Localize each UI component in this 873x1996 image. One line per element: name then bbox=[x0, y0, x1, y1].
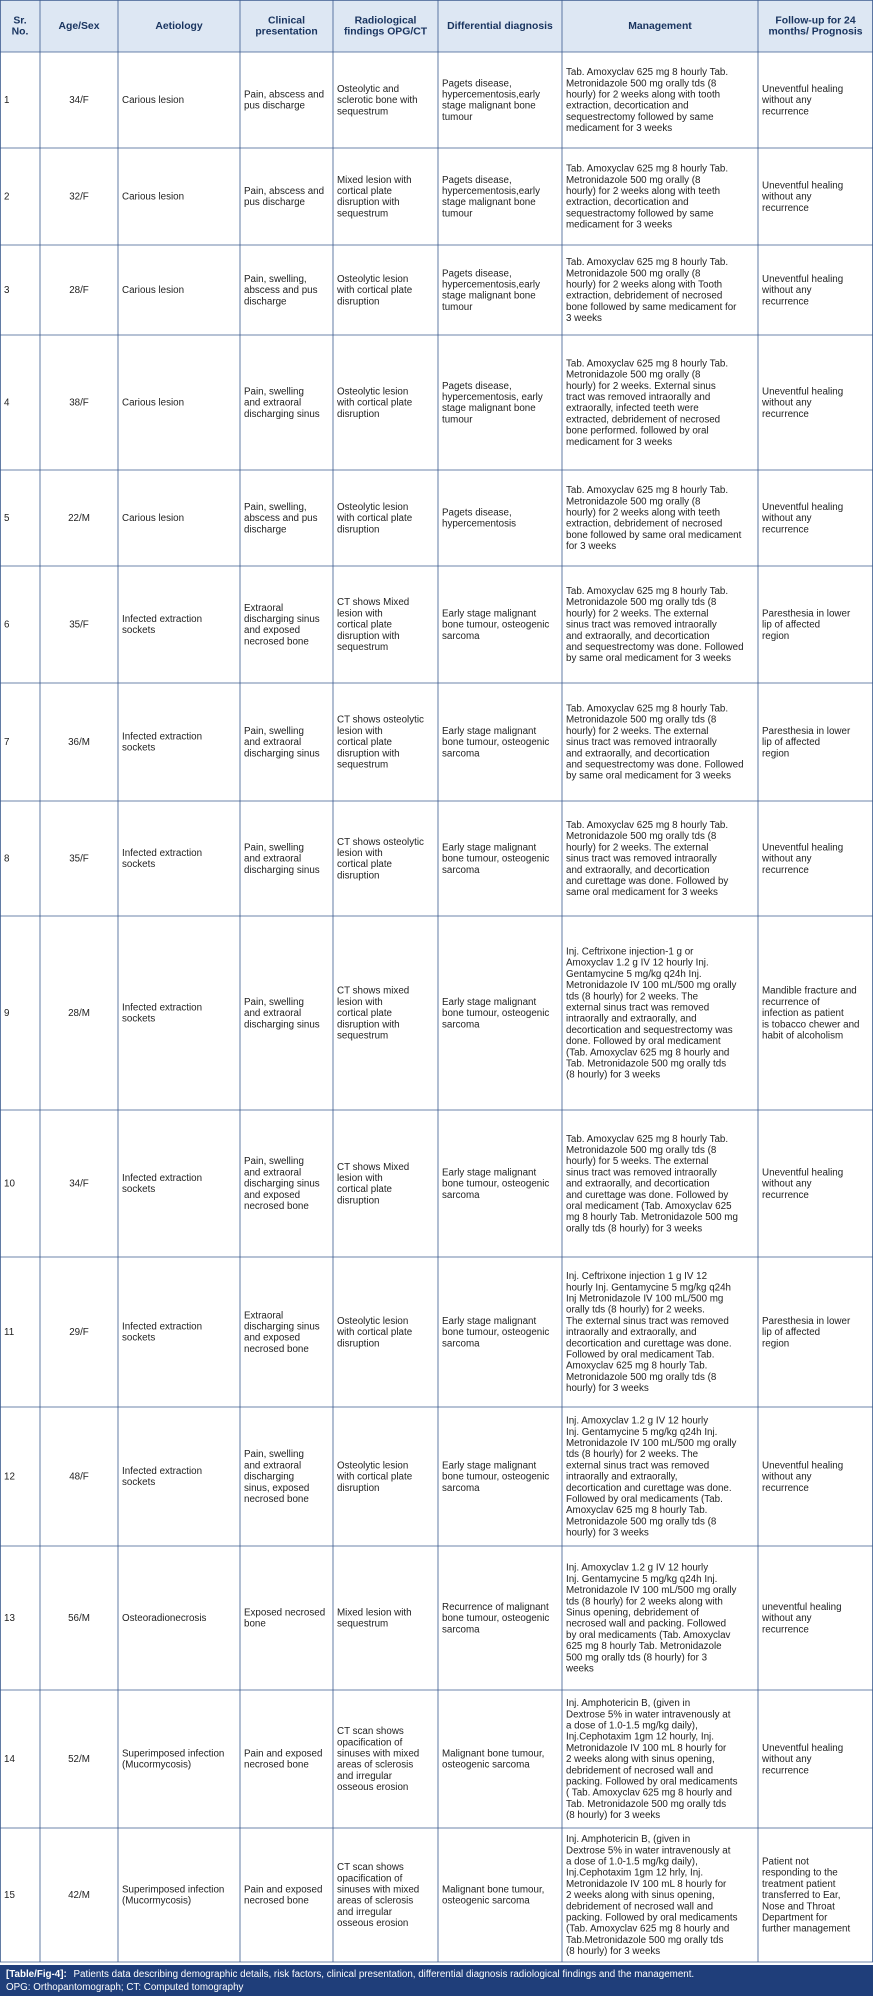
table-cell-differential-diagnosis: Pagets disease, hypercementosis,early stage malignant bone tumour bbox=[442, 174, 541, 220]
table-cell-differential-diagnosis: Early stage malignant bone tumour, osteogenic sarcoma bbox=[442, 1315, 550, 1350]
table-cell-management: Inj. Amoxyclav 1.2 g IV 12 hourly Inj. Gentamycine 5 mg/kg q24h Inj. Metronidazole IV 100 mL/500 mg orally tds (8 hourly) for 2 weeks along with Sinus opening, debridement of necrosed wall and packing. Followed by oral medicaments (Tab. Amoxyclav 625 mg 8 hourly Tab. Metronidazole 500 mg orally tds (8 hourly) for 3 weeks bbox=[566, 1562, 737, 1675]
table-cell-clinical-presentation: Pain and exposed necrosed bone bbox=[244, 1884, 323, 1907]
table-cell-sr-no: 10 bbox=[4, 1178, 15, 1190]
table-cell-differential-diagnosis: Malignant bone tumour, osteogenic sarcoma bbox=[442, 1884, 545, 1907]
table-cell-aetiology: Carious lesion bbox=[122, 513, 185, 525]
table-cell-follow-up: Uneventful healing without any recurrence bbox=[762, 1167, 844, 1201]
table-cell-radiological-findings: Mixed lesion with cortical plate disruption with sequestrum bbox=[337, 174, 412, 220]
table-cell-differential-diagnosis: Pagets disease, hypercementosis,early stage malignant bone tumour bbox=[442, 78, 541, 123]
table-cell-aetiology: Infected extraction sockets bbox=[122, 614, 203, 637]
table-cell-aetiology: Carious lesion bbox=[122, 191, 185, 203]
table-cell-radiological-findings: Osteolytic lesion with cortical plate disruption bbox=[337, 273, 413, 308]
caption-text: Patients data describing demographic details, risk factors, clinical presentation, differential diagnosis radiological findings and the management. bbox=[73, 1969, 695, 1980]
caption-abbreviations: OPG: Orthopantomograph; CT: Computed tomography bbox=[6, 1982, 244, 1993]
table-cell-sr-no: 14 bbox=[4, 1754, 15, 1766]
column-header-radiological-findings: Radiological findings OPG/CT bbox=[343, 15, 428, 38]
table-cell-clinical-presentation: Exposed necrosed bone bbox=[244, 1607, 326, 1630]
table-cell-age-sex: 28/M bbox=[68, 1008, 90, 1020]
table-cell-differential-diagnosis: Early stage malignant bone tumour, osteogenic sarcoma bbox=[442, 608, 550, 642]
table-cell-aetiology: Infected extraction sockets bbox=[122, 731, 203, 754]
table-header-background bbox=[0, 0, 873, 52]
table-cell-clinical-presentation: Pain, swelling, abscess and pus discharge bbox=[244, 501, 318, 536]
table-cell-differential-diagnosis: Early stage malignant bone tumour, osteogenic sarcoma bbox=[442, 996, 550, 1031]
table-cell-sr-no: 12 bbox=[4, 1471, 15, 1483]
table-cell-follow-up: Patient not responding to the treatment patient transferred to Ear, Nose and Throat Department for further management bbox=[762, 1856, 851, 1935]
table-cell-aetiology: Infected extraction sockets bbox=[122, 1173, 203, 1196]
table-cell-differential-diagnosis: Early stage malignant bone tumour, osteogenic sarcoma bbox=[442, 1167, 550, 1201]
column-header-sr-no: Sr. No. bbox=[11, 15, 29, 38]
table-cell-follow-up: Uneventful healing without any recurrence bbox=[762, 501, 844, 536]
table-cell-follow-up: Paresthesia in lower lip of affected region bbox=[762, 725, 851, 760]
table-cell-clinical-presentation: Pain, swelling and extraoral discharging sinus, exposed necrosed bone bbox=[244, 1449, 310, 1505]
table-cell-age-sex: 34/F bbox=[69, 95, 89, 107]
table-cell-management: Inj. Ceftrixone injection-1 g or Amoxyclav 1.2 g IV 12 hourly Inj. Gentamycine 5 mg/kg q24h Inj. Metronidazole IV 100 mL/500 mg orally tds (8 hourly) for 2 weeks. The external sinus tract was removed intraorally and extraorally, and decortication and sequestrectomy was done. Followed by oral medicament (Tab. Amoxyclav 625 mg 8 hourly and Tab. Metronidazole 500 mg orally tds (8 hourly) for 3 weeks bbox=[566, 946, 737, 1081]
table-cell-management: Inj. Amphotericin B, (given in Dextrose 5% in water intravenously at a dose of 1.0-1.5 mg/kg daily), Inj.Cephotaxim 1gm 12 hrly, Inj. Metronidazole IV 100 mL 8 hourly for 2 weeks along with sinus opening, debridement of necrosed wall and packing. Followed by oral medicaments (Tab. Amoxyclav 625 mg 8 hourly and Tab.Metronidazole 500 mg orally tds (8 hourly) for 3 weeks bbox=[566, 1834, 738, 1958]
table-cell-management: Tab. Amoxyclav 625 mg 8 hourly Tab. Metronidazole 500 mg orally (8 hourly) for 2 weeks. External sinus tract was removed intraorally and extraorally, infected teeth were extracted, debridement of necrosed bone performed. followed by oral medicament for 3 weeks bbox=[566, 358, 729, 448]
table-cell-aetiology: Infected extraction sockets bbox=[122, 1466, 203, 1489]
table-cell-sr-no: 5 bbox=[4, 513, 10, 525]
table-cell-follow-up: Paresthesia in lower lip of affected region bbox=[762, 1315, 851, 1350]
table-cell-sr-no: 15 bbox=[4, 1890, 15, 1902]
table-cell-clinical-presentation: Pain, abscess and pus discharge bbox=[244, 89, 325, 112]
table-cell-management: Inj. Ceftrixone injection 1 g IV 12 hourly Inj. Gentamycine 5 mg/kg q24h Inj Metronidazole IV 100 mL/500 mg orally tds (8 hourly) for 2 weeks. The external sinus tract was removed intraorally and extraorally, and decortication and curettage was done. Followed by oral medicament Tab. Amoxyclav 625 mg 8 hourly Tab. Metronidazole 500 mg orally tds (8 hourly) for 3 weeks bbox=[566, 1271, 732, 1395]
column-header-follow-up: Follow-up for 24 months/ Prognosis bbox=[768, 15, 863, 38]
table-cell-age-sex: 36/M bbox=[68, 737, 90, 749]
table-cell-clinical-presentation: Extraoral discharging sinus and exposed necrosed bone bbox=[244, 1310, 320, 1355]
table-cell-management: Tab. Amoxyclav 625 mg 8 hourly Tab. Metronidazole 500 mg orally tds (8 hourly) for 2 weeks. The external sinus tract was removed intraorally and extraorally, and decortication and curettage was done. Followed by same oral medicament for 3 weeks bbox=[566, 820, 729, 899]
table-cell-sr-no: 11 bbox=[4, 1327, 15, 1339]
table-cell-aetiology: Superimposed infection (Mucormycosis) bbox=[122, 1884, 225, 1907]
table-cell-radiological-findings: Osteolytic lesion with cortical plate disruption bbox=[337, 1315, 413, 1350]
table-cell-aetiology: Infected extraction sockets bbox=[122, 1321, 203, 1344]
table-cell-sr-no: 7 bbox=[4, 737, 10, 749]
table-cell-management: Inj. Amoxyclav 1.2 g IV 12 hourly Inj. Gentamycine 5 mg/kg q24h Inj. Metronidazole IV 100 mL/500 mg orally tds (8 hourly) for 2 weeks. The external sinus tract was removed intraorally and extraorally, decortication and curettage was done. Followed by oral medicaments (Tab. Amoxyclav 625 mg 8 hourly Tab. Metronidazole 500 mg orally tds (8 hourly) for 3 weeks bbox=[566, 1415, 737, 1539]
table-cell-clinical-presentation: Pain, swelling and extraoral discharging sinus bbox=[244, 842, 320, 876]
table-cell-differential-diagnosis: Malignant bone tumour, osteogenic sarcoma bbox=[442, 1748, 545, 1771]
table-cell-management: Tab. Amoxyclav 625 mg 8 hourly Tab. Metronidazole 500 mg orally tds (8 hourly) for 5 weeks. The external sinus tract was removed intraorally and extraorally, and decortication and curettage was done. Followed by oral medicament (Tab. Amoxyclav 625 mg 8 hourly Tab. Metronidazole 500 mg orally tds (8 hourly) for 3 weeks bbox=[566, 1133, 738, 1235]
table-cell-follow-up: Uneventful healing without any recurrence bbox=[762, 83, 844, 118]
table-cell-differential-diagnosis: Pagets disease, hypercementosis, early stage malignant bone tumour bbox=[442, 380, 543, 426]
table-cell-sr-no: 13 bbox=[4, 1613, 15, 1625]
table-cell-age-sex: 35/F bbox=[69, 853, 89, 865]
table-cell-clinical-presentation: Pain, abscess and pus discharge bbox=[244, 186, 325, 209]
table-cell-management: Tab. Amoxyclav 625 mg 8 hourly Tab. Metronidazole 500 mg orally tds (8 hourly) for 2 weeks. The external sinus tract was removed intraorally and extraorally, and decortication and sequestrectomy was done. Followed by same oral medicament for 3 weeks bbox=[566, 586, 744, 665]
table-cell-radiological-findings: CT shows mixed lesion with cortical plate disruption with sequestrum bbox=[337, 985, 410, 1042]
table-cell-clinical-presentation: Pain, swelling and extraoral discharging sinus bbox=[244, 725, 320, 760]
table-cell-differential-diagnosis: Pagets disease, hypercementosis bbox=[442, 507, 517, 530]
table-cell-management: Tab. Amoxyclav 625 mg 8 hourly Tab. Metronidazole 500 mg orally tds (8 hourly) for 2 weeks. The external sinus tract was removed intraorally and extraorally, and decortication and sequestrectomy was done. Followed by same oral medicament for 3 weeks bbox=[566, 703, 744, 782]
table-cell-aetiology: Infected extraction sockets bbox=[122, 1002, 203, 1025]
table-cell-age-sex: 28/F bbox=[69, 285, 89, 297]
table-cell-radiological-findings: Osteolytic lesion with cortical plate disruption bbox=[337, 501, 413, 536]
table-cell-aetiology: Carious lesion bbox=[122, 285, 185, 297]
table-cell-radiological-findings: Osteolytic lesion with cortical plate disruption bbox=[337, 386, 413, 420]
table-cell-radiological-findings: CT shows Mixed lesion with cortical plate disruption with sequestrum bbox=[337, 597, 410, 653]
table-cell-management: Tab. Amoxyclav 625 mg 8 hourly Tab. Metronidazole 500 mg orally (8 hourly) for 2 weeks along with teeth extraction, decortication and sequestractomy followed by same medicament for 3 weeks bbox=[566, 163, 729, 231]
table-cell-aetiology: Infected extraction sockets bbox=[122, 848, 203, 871]
column-header-age-sex: Age/Sex bbox=[58, 21, 100, 33]
table-cell-age-sex: 22/M bbox=[68, 513, 90, 525]
table-cell-follow-up: Paresthesia in lower lip of affected region bbox=[762, 608, 851, 642]
table-cell-radiological-findings: CT shows osteolytic lesion with cortical plate disruption with sequestrum bbox=[337, 714, 424, 771]
table-cell-differential-diagnosis: Early stage malignant bone tumour, osteogenic sarcoma bbox=[442, 842, 550, 876]
table-cell-clinical-presentation: Pain, swelling, abscess and pus discharge bbox=[244, 273, 318, 308]
table-cell-age-sex: 42/M bbox=[68, 1890, 90, 1902]
table-cell-sr-no: 9 bbox=[4, 1008, 10, 1020]
table-cell-sr-no: 1 bbox=[4, 95, 10, 107]
table-cell-differential-diagnosis: Pagets disease, hypercementosis,early stage malignant bone tumour bbox=[442, 268, 541, 313]
table-cell-aetiology: Superimposed infection (Mucormycosis) bbox=[122, 1748, 225, 1771]
table-cell-radiological-findings: Osteolytic lesion with cortical plate disruption bbox=[337, 1460, 413, 1494]
table-cell-radiological-findings: CT scan shows opacification of sinuses with mixed areas of sclerosis and irregular osseous erosion bbox=[337, 1862, 420, 1930]
table-cell-age-sex: 56/M bbox=[68, 1613, 90, 1625]
table-cell-sr-no: 2 bbox=[4, 191, 10, 203]
table-cell-clinical-presentation: Pain, swelling and extraoral discharging sinus bbox=[244, 386, 320, 420]
table-cell-differential-diagnosis: Recurrence of malignant bone tumour, osteogenic sarcoma bbox=[442, 1601, 550, 1636]
table-cell-clinical-presentation: Pain and exposed necrosed bone bbox=[244, 1748, 323, 1771]
column-header-aetiology: Aetiology bbox=[155, 21, 203, 33]
svg-text:[Table/Fig-4]: Patients bbox=[6, 1969, 694, 1980]
table-cell-follow-up: Uneventful healing without any recurrence bbox=[762, 180, 844, 214]
column-header-differential-diagnosis: Differential diagnosis bbox=[447, 21, 553, 33]
table-cell-management: Tab. Amoxyclav 625 mg 8 hourly Tab. Metronidazole 500 mg orally (8 hourly) for 2 weeks along with teeth extraction, debridement of necrosed bone followed by same oral medicament for 3 weeks bbox=[566, 485, 742, 553]
table-cell-management: Tab. Amoxyclav 625 mg 8 hourly Tab. Metronidazole 500 mg orally (8 hourly) for 2 weeks along with Tooth extraction, debridement of necrosed bone followed by same medicament for 3 weeks bbox=[566, 257, 737, 325]
table-cell-management: Inj. Amphotericin B, (given in Dextrose 5% in water intravenously at a dose of 1.0-1.5 mg/kg daily), Inj.Cephotaxim 1gm 12 hourly, Inj. Metronidazole IV 100 mL 8 hourly for 2 weeks along with sinus opening, debridement of necrosed wall and packing. Followed by oral medicaments ( Tab. Amoxyclav 625 mg 8 hourly and Tab. Metronidazole 500 mg orally tds (8 hourly) for 3 weeks bbox=[566, 1698, 738, 1822]
table-cell-differential-diagnosis: Early stage malignant bone tumour, osteogenic sarcoma bbox=[442, 725, 550, 760]
table-cell-radiological-findings: CT shows Mixed lesion with cortical plate disruption bbox=[337, 1161, 410, 1207]
table-cell-clinical-presentation: Pain, swelling and extraoral discharging sinus bbox=[244, 996, 320, 1031]
table-cell-age-sex: 34/F bbox=[69, 1178, 89, 1190]
table-cell-radiological-findings: Mixed lesion with sequestrum bbox=[337, 1607, 412, 1630]
table-cell-clinical-presentation: Extraoral discharging sinus and exposed necrosed bone bbox=[244, 602, 320, 648]
column-header-management: Management bbox=[628, 21, 692, 33]
table-cell-follow-up: Uneventful healing without any recurrence bbox=[762, 1742, 844, 1777]
table-cell-radiological-findings: CT scan shows opacification of sinuses with mixed areas of sclerosis and irregular osseous erosion bbox=[337, 1726, 420, 1794]
table-cell-age-sex: 52/M bbox=[68, 1754, 90, 1766]
table-cell-follow-up: Uneventful healing without any recurrence bbox=[762, 1460, 844, 1494]
table-cell-follow-up: Mandible fracture and recurrence of infection as patient is tobacco chewer and habit of alcoholism bbox=[762, 985, 860, 1042]
table-cell-age-sex: 38/F bbox=[69, 397, 89, 409]
table-cell-follow-up: uneventful healing without any recurrence bbox=[762, 1601, 842, 1636]
table-cell-clinical-presentation: Pain, swelling and extraoral discharging sinus and exposed necrosed bone bbox=[244, 1156, 320, 1212]
table-cell-sr-no: 8 bbox=[4, 853, 10, 865]
table-cell-sr-no: 3 bbox=[4, 285, 10, 297]
table-cell-management: Tab. Amoxyclav 625 mg 8 hourly Tab. Metronidazole 500 mg orally tds (8 hourly) for 2 weeks along with tooth extraction, decortication and sequestrectomy followed by same medicament for 3 weeks bbox=[566, 67, 729, 135]
table-cell-radiological-findings: Osteolytic and sclerotic bone with sequestrum bbox=[337, 83, 418, 118]
table-cell-age-sex: 29/F bbox=[69, 1327, 89, 1339]
table-cell-radiological-findings: CT shows osteolytic lesion with cortical plate disruption bbox=[337, 836, 424, 882]
table-cell-age-sex: 35/F bbox=[69, 619, 89, 631]
caption-label: [Table/Fig-4]: bbox=[6, 1969, 67, 1980]
table-cell-aetiology: Osteoradionecrosis bbox=[122, 1613, 207, 1625]
table-cell-sr-no: 6 bbox=[4, 619, 10, 631]
table-cell-age-sex: 48/F bbox=[69, 1471, 89, 1483]
column-header-clinical-presentation: Clinical presentation bbox=[255, 15, 318, 38]
table-cell-differential-diagnosis: Early stage malignant bone tumour, osteogenic sarcoma bbox=[442, 1460, 550, 1494]
table-cell-sr-no: 4 bbox=[4, 397, 10, 409]
table-cell-age-sex: 32/F bbox=[69, 191, 89, 203]
table-cell-follow-up: Uneventful healing without any recurrence bbox=[762, 273, 844, 308]
table-cell-aetiology: Carious lesion bbox=[122, 95, 185, 107]
table-cell-follow-up: Uneventful healing without any recurrence bbox=[762, 842, 844, 876]
table-cell-aetiology: Carious lesion bbox=[122, 397, 185, 409]
table-cell-follow-up: Uneventful healing without any recurrence bbox=[762, 386, 844, 420]
